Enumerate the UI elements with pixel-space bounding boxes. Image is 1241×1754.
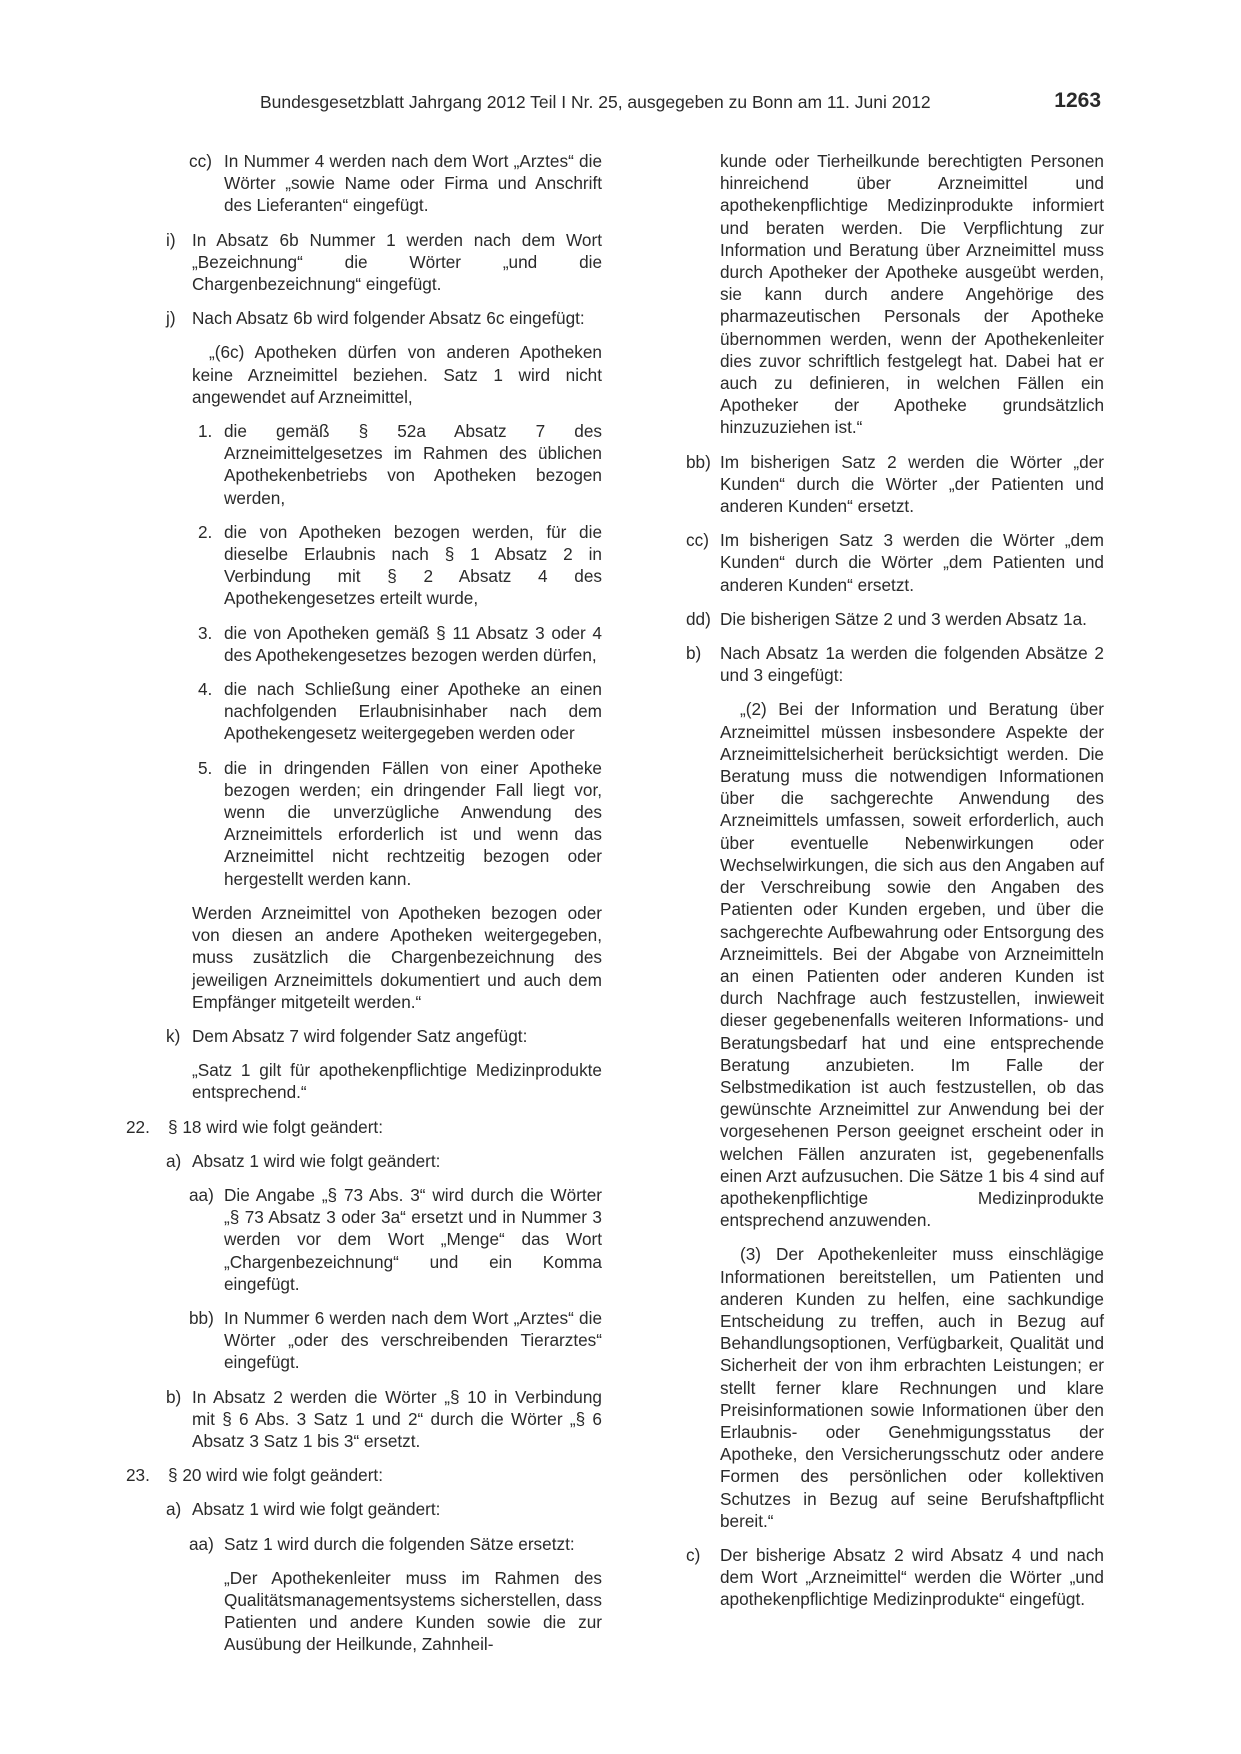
list-item-4 (126, 678, 602, 745)
item-text: In Absatz 2 werden die Wörter „§ 10 in Verbindung mit § 6 Abs. 3 Satz 1 und 2“ durch die Wörter „§ 6 Absatz 3 Satz 1 bis 3“ ersetzt. (192, 1386, 602, 1451)
item-22 (126, 1116, 602, 1138)
item-text: Nach Absatz 1a werden die folgenden Absätze 2 und 3 eingefügt: (720, 643, 1104, 686)
list-number: 4. (198, 679, 213, 700)
item-label: a) (166, 1150, 182, 1171)
list-text: die von Apotheken gemäß § 11 Absatz 3 oder 4 des Apothekengesetzes bezogen werden dürfen, (224, 622, 602, 665)
item-label: cc) (686, 530, 709, 551)
item-b (686, 642, 1104, 686)
item-j (126, 307, 602, 329)
item-label: a) (166, 1499, 182, 1520)
list-item-3 (126, 622, 602, 666)
item-cc (126, 150, 602, 217)
left-column (126, 150, 602, 1668)
list-item-5 (126, 757, 602, 890)
list-text: die nach Schließung einer Apotheke an einen nachfolgenden Erlaubnisinhaber nach dem Apothekengesetz weitergegeben werden oder (224, 679, 602, 744)
page-number: 1263 (1054, 89, 1101, 112)
item-k (126, 1025, 602, 1047)
closing-paragraph: Werden Arzneimittel von Apotheken bezogen oder von diesen an andere Apotheken weitergegeben, muss zusätzlich die Chargenbezeichnung des jeweiligen Arzneimittels dokumentiert und auch dem Empfänger mitgeteilt werden.“ (192, 902, 602, 1012)
page-header (260, 89, 1101, 122)
item-label: b) (686, 643, 702, 664)
item-text: Die Angabe „§ 73 Abs. 3“ wird durch die Wörter „§ 73 Absatz 3 oder 3a“ ersetzt und in Nummer 3 werden vor dem Wort „Menge“ das Wort „Chargenbezeichnung“ und ein Komma eingefügt. (224, 1184, 602, 1294)
item-text: § 20 wird wie folgt geändert: (168, 1465, 383, 1486)
list-text: die in dringenden Fällen von einer Apotheke bezogen werden; ein dringender Fall liegt vor, wenn die unverzügliche Anwendung des Arzneimittels erforderlich ist und wenn das Arzneimittel nicht rechtzeitig bezogen oder hergestellt werden kann. (224, 757, 602, 889)
item-label: i) (166, 229, 176, 250)
quote-k: „Satz 1 gilt für apothekenpflichtige Medizinprodukte entsprechend.“ (192, 1060, 602, 1103)
item-label: aa) (189, 1533, 214, 1554)
item-23a (126, 1498, 602, 1520)
item-text: In Nummer 6 werden nach dem Wort „Arztes“ die Wörter „oder des verschreibenden Tierarztes“ eingefügt. (224, 1307, 602, 1373)
item-bb (686, 451, 1104, 518)
item-label: b) (166, 1386, 182, 1407)
item-23aa (126, 1533, 602, 1555)
item-label: cc) (189, 151, 212, 171)
item-text: Absatz 1 wird wie folgt geändert: (192, 1499, 441, 1520)
item-text: Im bisherigen Satz 2 werden die Wörter „der Kunden“ durch die Wörter „der Patienten und anderen Kunden“ ersetzt. (720, 451, 1104, 517)
item-i (126, 229, 602, 296)
item-text: Absatz 1 wird wie folgt geändert: (192, 1150, 441, 1171)
list-number: 5. (198, 757, 213, 778)
quote-6c: „(6c) Apotheken dürfen von anderen Apotheken keine Arzneimittel beziehen. Satz 1 wird nicht angewendet auf Arzneimittel, (192, 342, 602, 407)
item-text: Der bisherige Absatz 2 wird Absatz 4 und nach dem Wort „Arzneimittel“ werden die Wörter „und apothekenpflichtige Medizinprodukte“ eingefügt. (720, 1544, 1104, 1610)
item-text: Nach Absatz 6b wird folgender Absatz 6c eingefügt: (192, 308, 585, 329)
item-label: bb) (686, 451, 711, 472)
item-22aa (126, 1184, 602, 1295)
item-label: dd) (686, 608, 711, 629)
item-label: 23. (126, 1465, 150, 1486)
list-number: 2. (198, 521, 213, 542)
item-label: j) (166, 308, 176, 329)
list-text: die von Apotheken bezogen werden, für die dieselbe Erlaubnis nach § 1 Absatz 2 in Verbindung mit § 2 Absatz 4 des Apothekengesetzes erteilt wurde, (224, 521, 602, 609)
item-dd (686, 608, 1104, 630)
quote-23aa-start: „Der Apothekenleiter muss im Rahmen des Qualitätsmanagementsystems sicherstellen, dass Patienten und andere Kunden sowie die zur Ausübung der Heilkunde, Zahnheil- (224, 1567, 602, 1655)
item-22a (126, 1150, 602, 1172)
list-number: 3. (198, 622, 213, 643)
list-number: 1. (198, 421, 213, 442)
quote-absatz-2: „(2) Bei der Information und Beratung über Arzneimittel müssen insbesondere Aspekte der Arzneimittelsicherheit berücksichtigt werden. Die Beratung muss die notwendigen Informationen über die sachgerechte Anwendung des Arzneimittels umfassen, soweit erforderlich, auch über eventuelle Nebenwirkungen oder Wechselwirkungen, die sich aus den Angaben auf der Verschreibung sowie den Angaben des Patienten oder Kunden ergeben, und über die sachgerechte Aufbewahrung oder Entsorgung des Arzneimittels. Bei der Abgabe von Arzneimitteln an einen Patienten oder anderen Kunden ist durch Nachfrage auch festzustellen, inwieweit dieser gegebenenfalls weiteren Informations- und Beratungsbedarf hat und eine entsprechende Beratung anzubieten. Im Falle der Selbstmedikation ist auch festzustellen, ob das gewünschte Arzneimittel zur Anwendung bei der vorgesehenen Person geeignet erscheint oder in welchen Fällen anzuraten ist, gegebenenfalls einen Arzt aufzusuchen. Die Sätze 1 bis 4 sind auf apothekenpflichtige Medizinprodukte entsprechend anzuwenden. (720, 699, 1104, 1231)
item-text: Satz 1 wird durch die folgenden Sätze ersetzt: (224, 1533, 575, 1554)
item-23 (126, 1464, 602, 1486)
list-text: die gemäß § 52a Absatz 7 des Arzneimittelgesetzes im Rahmen des üblichen Apothekenbetriebs von Apotheken bezogen werden, (224, 421, 602, 508)
item-text: Dem Absatz 7 wird folgender Satz angefügt: (192, 1025, 528, 1046)
list-item-1 (126, 420, 602, 509)
item-text: In Absatz 6b Nummer 1 werden nach dem Wort „Bezeichnung“ die Wörter „und die Chargenbezeichnung“ eingefügt. (192, 229, 602, 295)
right-column (686, 150, 1104, 1623)
quote-23aa-continued: kunde oder Tierheilkunde berechtigten Personen hinreichend über Arzneimittel und apothekenpflichtige Medizinprodukte informiert und beraten werden. Die Verpflichtung zur Information und Beratung über Arzneimittel muss durch Apotheker der Apotheke ausgeübt werden, sie kann durch andere Angehörige des pharmazeutischen Personals der Apotheke übernommen werden, wenn der Apothekenleiter dies zuvor schriftlich festgelegt hat. Dabei hat er auch zu definieren, in welchen Fällen ein Apotheker der Apotheke grundsätzlich hinzuzuziehen ist.“ (720, 151, 1104, 438)
item-label: aa) (189, 1184, 214, 1205)
item-text: § 18 wird wie folgt geändert: (168, 1116, 383, 1137)
header-title: Bundesgesetzblatt Jahrgang 2012 Teil I Nr. 25, ausgegeben zu Bonn am 11. Juni 2012 (260, 92, 931, 112)
item-cc (686, 529, 1104, 596)
item-22bb (126, 1307, 602, 1374)
item-22b (126, 1386, 602, 1453)
item-label: bb) (189, 1307, 214, 1328)
item-label: c) (686, 1544, 701, 1565)
item-text: In Nummer 4 werden nach dem Wort „Arztes“ die Wörter „sowie Name oder Firma und Anschrift des Lieferanten“ eingefügt. (224, 151, 602, 216)
item-label: k) (166, 1025, 181, 1046)
item-text: Die bisherigen Sätze 2 und 3 werden Absatz 1a. (720, 608, 1087, 629)
list-item-2 (126, 521, 602, 610)
item-label: 22. (126, 1116, 150, 1137)
quote-absatz-3: (3) Der Apothekenleiter muss einschlägige Informationen bereitstellen, um Patienten und anderen Kunden zu helfen, eine sachkundige Entscheidung zu treffen, auch in Bezug auf Behandlungsoptionen, Verfügbarkeit, Qualität und Sicherheit der von ihm erbrachten Leistungen; er stellt ferner klare Rechnungen und klare Preisinformationen sowie Informationen über den Erlaubnis- oder Genehmigungsstatus der Apotheke, den Versicherungsschutz oder andere Formen des persönlichen oder kollektiven Schutzes in Bezug auf seine Berufshaftpflicht bereit.“ (720, 1244, 1104, 1531)
item-text: Im bisherigen Satz 3 werden die Wörter „dem Kunden“ durch die Wörter „dem Patienten und anderen Kunden“ ersetzt. (720, 530, 1104, 595)
item-c (686, 1544, 1104, 1611)
